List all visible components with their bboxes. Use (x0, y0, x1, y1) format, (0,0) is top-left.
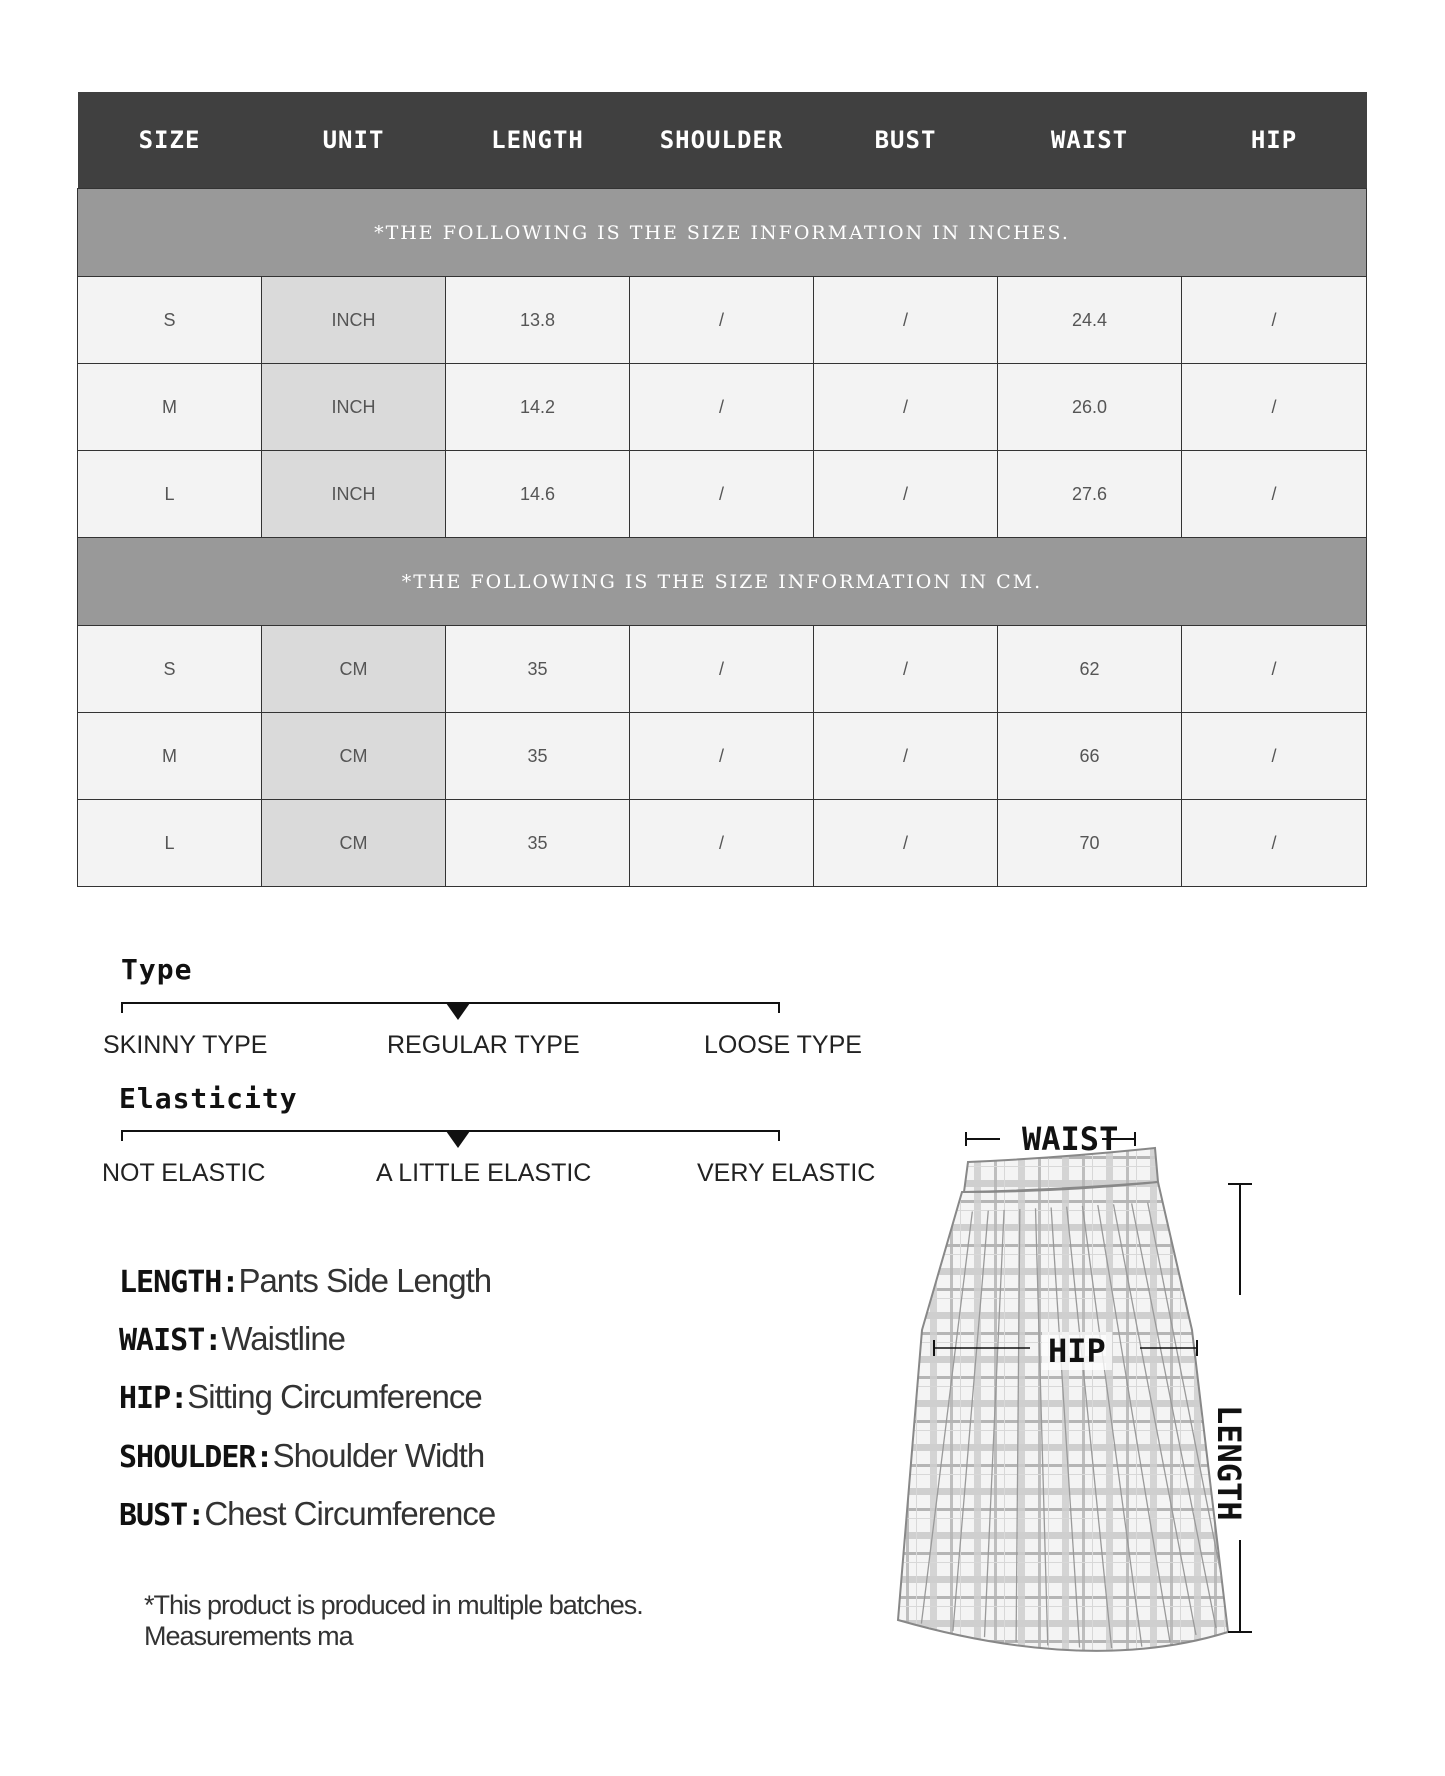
definition-hip (119, 1378, 482, 1416)
definition-term: BUST: (119, 1498, 205, 1533)
table-cell: / (630, 800, 814, 887)
table-cell: 35 (446, 713, 630, 800)
header-length: LENGTH (446, 92, 630, 189)
header-unit: UNIT (262, 92, 446, 189)
definition-length (119, 1262, 491, 1300)
table-row (78, 713, 1367, 800)
table-cell: CM (262, 626, 446, 713)
diagram-length-label: LENGTH (1210, 1405, 1248, 1521)
table-cell: L (78, 451, 262, 538)
table-cell: / (630, 364, 814, 451)
skirt-diagram (880, 1120, 1280, 1670)
table-cell: / (630, 713, 814, 800)
table-cell: 26.0 (998, 364, 1182, 451)
definition-text: Sitting Circumference (187, 1378, 482, 1415)
table-cell: 70 (998, 800, 1182, 887)
table-cell: / (1182, 626, 1367, 713)
diagram-waist-label: WAIST (1022, 1120, 1119, 1158)
elasticity-scale-label-very: VERY ELASTIC (697, 1159, 876, 1187)
table-row (78, 364, 1367, 451)
definition-shoulder (119, 1437, 484, 1475)
table-cell: / (814, 364, 998, 451)
elasticity-scale-label-little: A LITTLE ELASTIC (376, 1159, 592, 1187)
table-cell: INCH (262, 451, 446, 538)
table-cell: S (78, 277, 262, 364)
definition-waist (119, 1320, 345, 1358)
table-cell: 27.6 (998, 451, 1182, 538)
table-cell: / (814, 277, 998, 364)
header-waist: WAIST (998, 92, 1182, 189)
header-bust: BUST (814, 92, 998, 189)
table-row (78, 277, 1367, 364)
size-table (77, 92, 1367, 887)
skirt-illustration (880, 1130, 1280, 1670)
table-cell: / (814, 451, 998, 538)
table-cell: 13.8 (446, 277, 630, 364)
elasticity-scale-title: Elasticity (119, 1082, 298, 1115)
table-cell: / (1182, 800, 1367, 887)
table-row (78, 451, 1367, 538)
table-cell: CM (262, 713, 446, 800)
section-caption-row (78, 538, 1367, 626)
table-cell: 24.4 (998, 277, 1182, 364)
table-cell: CM (262, 800, 446, 887)
table-cell: 14.2 (446, 364, 630, 451)
elasticity-scale-label-not: NOT ELASTIC (102, 1159, 266, 1187)
definition-term: WAIST: (119, 1323, 222, 1358)
definition-text: Shoulder Width (272, 1437, 485, 1474)
definition-term: HIP: (119, 1381, 188, 1416)
table-cell: / (814, 713, 998, 800)
elasticity-scale-marker-icon (446, 1131, 470, 1148)
table-cell: 66 (998, 713, 1182, 800)
definition-text: Waistline (221, 1320, 346, 1357)
section-caption-cm: *THE FOLLOWING IS THE SIZE INFORMATION IN CM. (78, 538, 1367, 626)
definition-term: LENGTH: (119, 1265, 239, 1300)
table-cell: / (630, 451, 814, 538)
table-cell: / (814, 800, 998, 887)
type-scale-label-skinny: SKINNY TYPE (103, 1031, 268, 1059)
table-cell: / (1182, 451, 1367, 538)
table-row (78, 626, 1367, 713)
type-scale-label-loose: LOOSE TYPE (704, 1031, 862, 1059)
table-cell: / (814, 626, 998, 713)
table-cell: / (1182, 713, 1367, 800)
table-cell: INCH (262, 277, 446, 364)
table-cell: / (1182, 364, 1367, 451)
header-shoulder: SHOULDER (630, 92, 814, 189)
table-cell: M (78, 364, 262, 451)
table-cell: 62 (998, 626, 1182, 713)
table-cell: M (78, 713, 262, 800)
table-cell: L (78, 800, 262, 887)
table-cell: / (1182, 277, 1367, 364)
definition-text: Chest Circumference (204, 1495, 496, 1532)
type-scale-marker-icon (446, 1003, 470, 1020)
header-hip: HIP (1182, 92, 1367, 189)
table-cell: / (630, 626, 814, 713)
section-caption-inches: *THE FOLLOWING IS THE SIZE INFORMATION IN INCHES. (78, 189, 1367, 277)
batch-note: *This product is produced in multiple batches. Measurements ma (144, 1590, 643, 1651)
definition-bust (119, 1495, 495, 1533)
table-row (78, 800, 1367, 887)
definition-text: Pants Side Length (238, 1262, 492, 1299)
table-header-row (78, 92, 1367, 189)
table-cell: INCH (262, 364, 446, 451)
header-size: SIZE (78, 92, 262, 189)
diagram-hip-label: HIP (1042, 1332, 1112, 1370)
type-scale-label-regular: REGULAR TYPE (387, 1031, 580, 1059)
table-cell: / (630, 277, 814, 364)
table-cell: 14.6 (446, 451, 630, 538)
table-cell: S (78, 626, 262, 713)
definition-term: SHOULDER: (119, 1440, 273, 1475)
table-cell: 35 (446, 800, 630, 887)
type-scale-title: Type (121, 953, 193, 986)
section-caption-row (78, 189, 1367, 277)
table-cell: 35 (446, 626, 630, 713)
